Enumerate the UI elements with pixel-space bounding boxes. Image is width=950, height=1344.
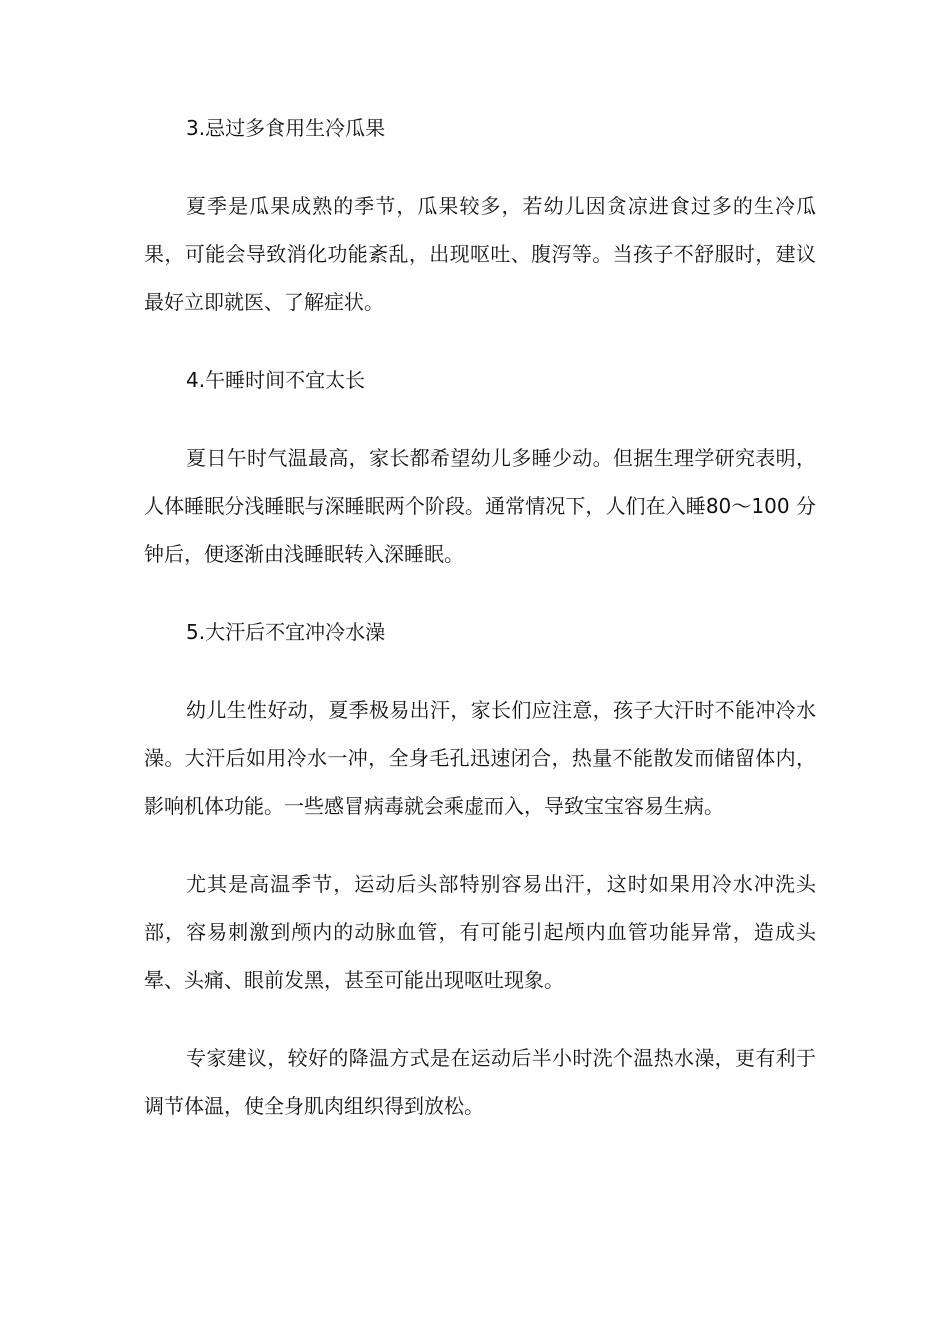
paragraph: 夏日午时气温最高，家长都希望幼儿多睡少动。但据生理学研究表明，人体睡眠分浅睡眠与深睡眠两个阶段。通常情况下，人们在入睡80～100 分钟后，便逐渐由浅睡眠转入深睡眠。 xyxy=(144,446,816,566)
document-body xyxy=(144,104,816,1160)
paragraph: 尤其是高温季节，运动后头部特别容易出汗，这时如果用冷水冲洗头部，容易刺激到颅内的动脉血管，有可能引起颅内血管功能异常，造成头晕、头痛、眼前发黑，甚至可能出现呕吐现象。 xyxy=(144,872,816,992)
section-heading-4: 4.午睡时间不宜太长 xyxy=(186,368,366,392)
paragraph: 夏季是瓜果成熟的季节，瓜果较多，若幼儿因贪凉进食过多的生冷瓜果，可能会导致消化功能紊乱，出现呕吐、腹泻等。当孩子不舒服时，建议最好立即就医、了解症状。 xyxy=(144,194,816,314)
paragraph: 幼儿生性好动，夏季极易出汗，家长们应注意，孩子大汗时不能冲冷水澡。大汗后如用冷水一冲，全身毛孔迅速闭合，热量不能散发而储留体内，影响机体功能。一些感冒病毒就会乘虚而入，导致宝宝容易生病。 xyxy=(144,698,816,818)
paragraph: 专家建议，较好的降温方式是在运动后半小时洗个温热水澡，更有利于调节体温，使全身肌肉组织得到放松。 xyxy=(144,1046,816,1118)
section-heading-5: 5.大汗后不宜冲冷水澡 xyxy=(186,620,386,644)
section-heading-3: 3.忌过多食用生冷瓜果 xyxy=(186,116,386,140)
